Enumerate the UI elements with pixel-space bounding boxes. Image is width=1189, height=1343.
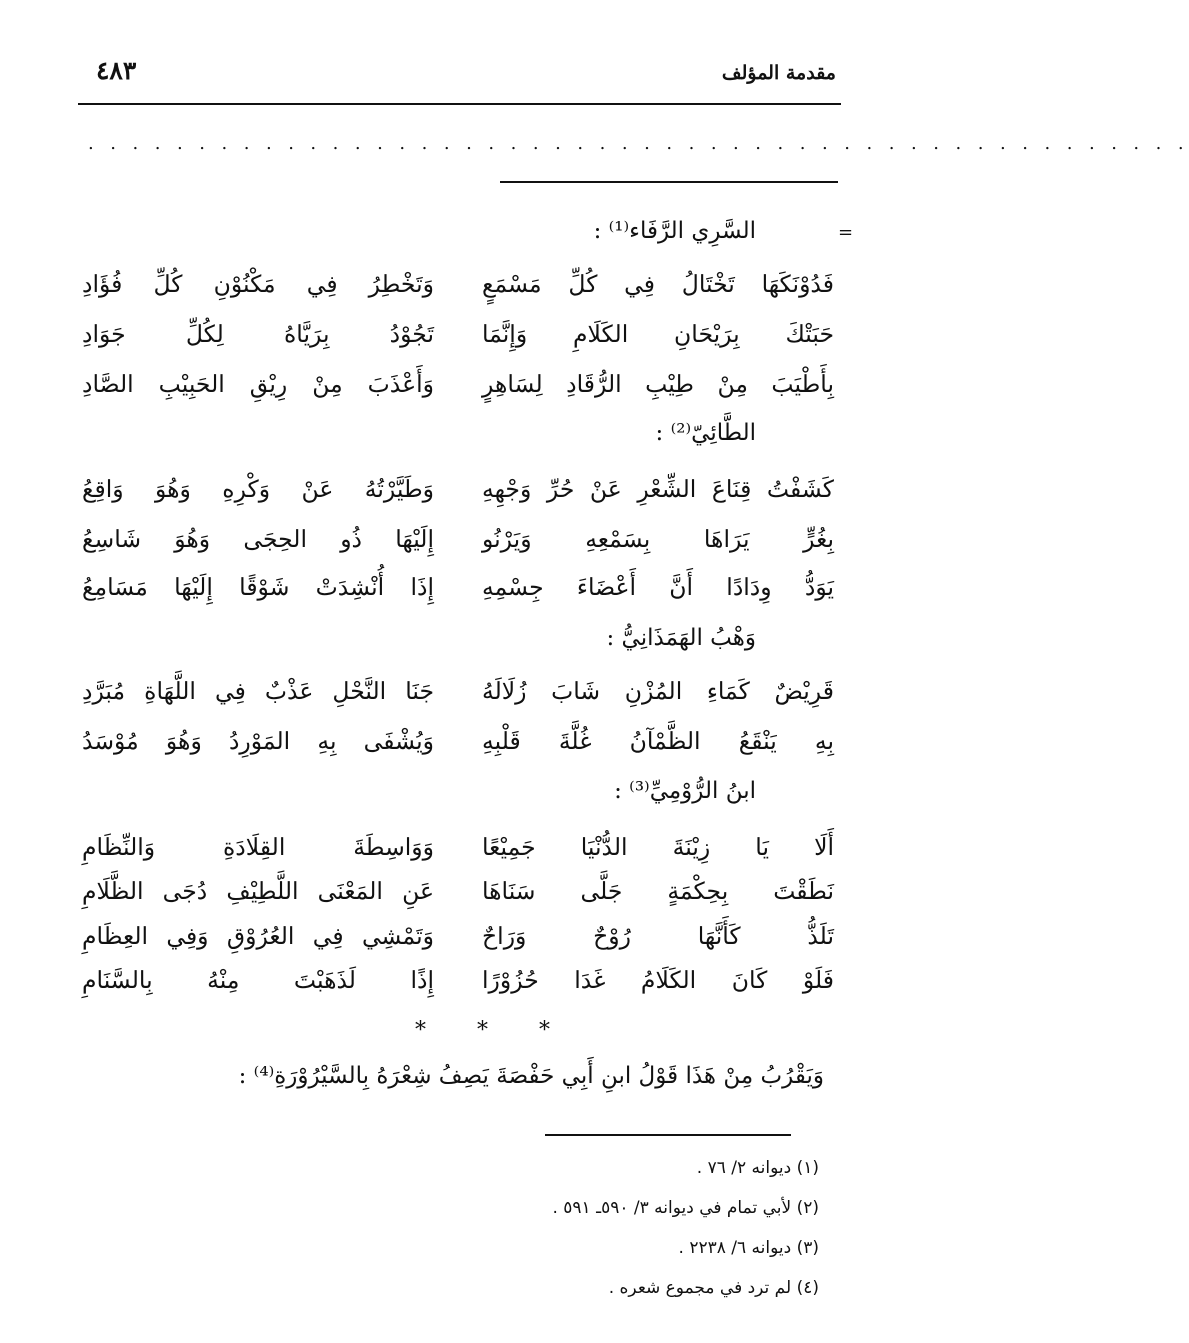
section-rule [500, 181, 838, 183]
section-stars: * * * [415, 1018, 572, 1043]
verse-hemistich-second: وَيُشْفَى بِهِ المَوْرِدُ وَهُوَ مُوْسَدُ [82, 727, 434, 755]
verse-hemistich-second: وَأَعْذَبَ مِنْ رِيْقِ الحَبِيْبِ الصَّادِ [82, 370, 434, 398]
verse-hemistich-second: إِذَا أُنْشِدَتْ شَوْقًا إِلَيْهَا مَسَامِعُ [82, 573, 434, 601]
ellipsis-separator: . . . . . . . . . . . . . . . . . . . . . . . . . . . . . . . . . . . . . . . . . . . . . . . . . . [88, 133, 1189, 154]
footnote: (٢) لأبي تمام في ديوانه ٣/ ٥٩٠ـ ٥٩١ . [552, 1198, 819, 1218]
verse-hemistich-first: نَطَقْتَ بِحِكْمَةٍ جَلَّى سَنَاهَا [482, 877, 834, 905]
verse-hemistich-first: حَبَتْكَ بِرَيْحَانِ الكَلَامِ وَإِنَّمَا [482, 320, 834, 348]
verse-hemistich-second: وَوَاسِطَةَ القِلَادَةِ وَالنِّظَامِ [82, 833, 434, 861]
header-rule [78, 103, 841, 105]
poet-name: وَهْبُ الهَمَذَانِيُّ : [606, 625, 756, 651]
verse-hemistich-second: إِذًا لَذَهَبْتَ مِنْهُ بِالسَّنَامِ [82, 966, 434, 994]
verse-hemistich-first: كَشَفْتُ قِنَاعَ الشِّعْرِ عَنْ حُرِّ وَجْهِهِ [482, 475, 834, 503]
poet-name: الطَّائِيّ⁽²⁾ : [655, 420, 756, 446]
poet-name: السَّرِي الرَّفَاء⁽¹⁾ : [593, 218, 756, 244]
verse-hemistich-second: وَتَخْطِرُ فِي مَكْنُوْنِ كُلِّ فُؤَادِ [82, 270, 434, 298]
verse-hemistich-first: يَوَدُّ وِدَادًا أَنَّ أَعْضَاءَ جِسْمِهِ [482, 573, 834, 601]
page-number: ٤٨٣ [96, 56, 137, 85]
poet-name: ابنُ الرُّوْمِيِّ⁽³⁾ : [614, 778, 756, 804]
footnote: (١) ديوانه ٢/ ٧٦ . [696, 1158, 819, 1178]
prose-line: وَيَقْرُبُ مِنْ هَذَا قَوْلُ ابنِ أَبِي حَفْصَةَ يَصِفُ شِعْرَهُ بِالسَّيْرُوْرَةِ⁽⁴⁾ : [238, 1063, 824, 1089]
footnote-rule [545, 1134, 791, 1136]
verse-hemistich-first: بِهِ يَنْقَعُ الظَّمْآنُ غُلَّةَ قَلْبِهِ [482, 727, 834, 755]
running-header-title: مقدمة المؤلف [721, 62, 836, 84]
continuation-mark: = [838, 222, 854, 243]
verse-hemistich-first: أَلَا يَا زِيْنَةَ الدُّنْيَا جَمِيْعًا [482, 833, 834, 861]
verse-hemistich-first: فَلَوْ كَانَ الكَلَامُ غَدَا حُزُوْرًا [482, 966, 834, 994]
footnote: (٣) ديوانه ٦/ ٢٢٣٨ . [678, 1238, 819, 1258]
verse-hemistich-second: تَجُوْدُ بِرَيَّاهُ لِكُلِّ جَوَادِ [82, 320, 434, 348]
footnote: (٤) لم ترد في مجموع شعره . [608, 1278, 819, 1298]
verse-hemistich-first: تَلَذُّ كَأَنَّهَا رُوْحٌ وَرَاحٌ [482, 922, 834, 950]
verse-hemistich-first: فَدُوْنَكَهَا تَخْتَالُ فِي كُلِّ مَسْمَعٍ [482, 270, 834, 298]
verse-hemistich-first: بِأَطْيَبَ مِنْ طِيْبِ الرُّقَادِ لِسَاهِرٍ [482, 370, 834, 398]
verse-hemistich-first: قَرِيْضٌ كَمَاءِ المُزْنِ شَابَ زُلَالَهُ [482, 677, 834, 705]
verse-hemistich-second: إِلَيْهَا ذُو الحِجَى وَهُوَ شَاسِعُ [82, 525, 434, 553]
verse-hemistich-second: جَنَا النَّحْلِ عَذْبٌ فِي اللَّهَاةِ مُبَرَّدِ [82, 677, 434, 705]
verse-hemistich-second: وَتَمْشِي فِي العُرُوْقِ وَفِي العِظَامِ [82, 922, 434, 950]
verse-hemistich-second: عَنِ المَعْنَى اللَّطِيْفِ دُجَى الظَّلَامِ [82, 877, 434, 905]
verse-hemistich-first: بِغُرٍّ يَرَاهَا بِسَمْعِهِ وَيَرْنُو [482, 525, 834, 553]
verse-hemistich-second: وَطَيَّرْتُهُ عَنْ وَكْرِهِ وَهُوَ وَاقِعُ [82, 475, 434, 503]
